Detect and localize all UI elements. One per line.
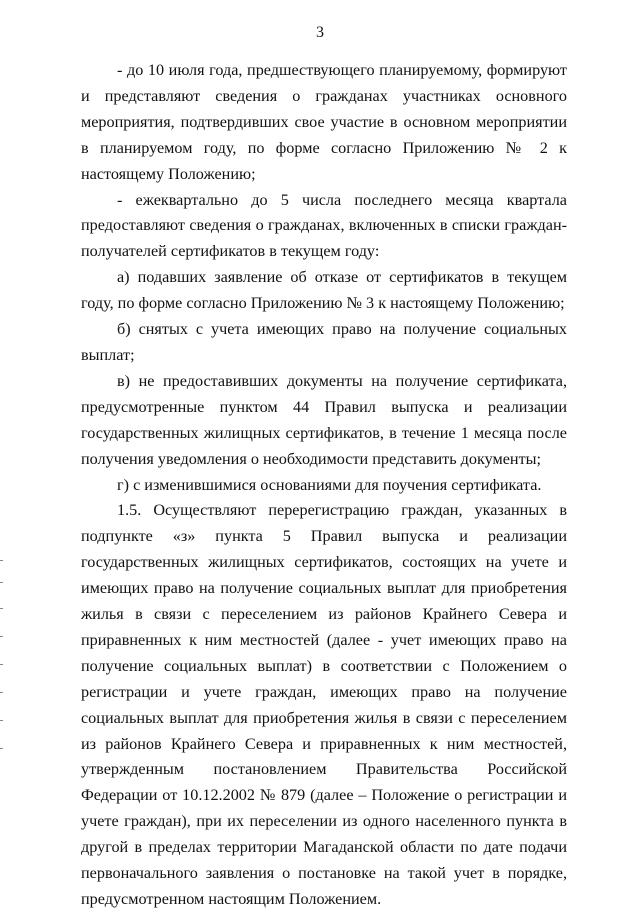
- paragraph-submission-deadline: - до 10 июля года, предшествующего планируемому, формируют и представляют сведения о гражданах участниках основного мероприятия, подтвердивших свое участие в основном мероприятии в планируемом году, по форме согласно Приложению № 2 к настоящему Положению;: [81, 61, 567, 183]
- paragraph-section-1-5: 1.5. Осуществляют перерегистрацию граждан, указанных в подпункте «з» пункта 5 Правил выпуска и реализации государственных жилищных сертификатов, состоящих на учете и имеющих право на получение социальных выплат для приобретения жилья в связи с переселением из районов Крайнего Севера и приравненных к ним местностей (далее - учет имеющих право на получение социальных выплат) в соответствии с Положением о регистрации и учете граждан, имеющих право на получение социальных выплат для приобретения жилья в связи с переселением из районов Крайнего Севера и приравненных к ним местностей, утвержденным постановлением Правительства Российской Федерации от 10.12.2002 № 879 (далее – Положение о регистрации и учете граждан), при их переселении из одного населенного пункта в другой в пределах территории Магаданской области по дате подачи первоначального заявления о постановке на такой учет в порядке, предусмотренном настоящим Положением.: [81, 501, 567, 908]
- paragraph-item-g: г) с изменившимися основаниями для поучения сертификата.: [117, 475, 542, 494]
- paragraph-quarterly-report: - ежеквартально до 5 числа последнего месяца квартала предоставляют сведения о гражданах, включенных в списки граждан-получателей сертификатов в текущем году:: [81, 190, 567, 261]
- scan-edge-marks: [0, 560, 4, 760]
- paragraph-item-b: б) снятых с учета имеющих право на получение социальных выплат;: [81, 320, 567, 364]
- page-number: 3: [316, 24, 324, 41]
- paragraph-item-a: а) подавших заявление об отказе от сертификатов в текущем году, по форме согласно Приложению № 3 к настоящему Положению;: [81, 268, 567, 313]
- paragraph-item-v: в) не предоставивших документы на получение сертификата, предусмотренные пунктом 44 Правил выпуска и реализации государственных жилищных сертификатов, в течение 1 месяца после получения уведомления о необходимости представить документы;: [81, 371, 567, 468]
- document-body: [81, 58, 567, 913]
